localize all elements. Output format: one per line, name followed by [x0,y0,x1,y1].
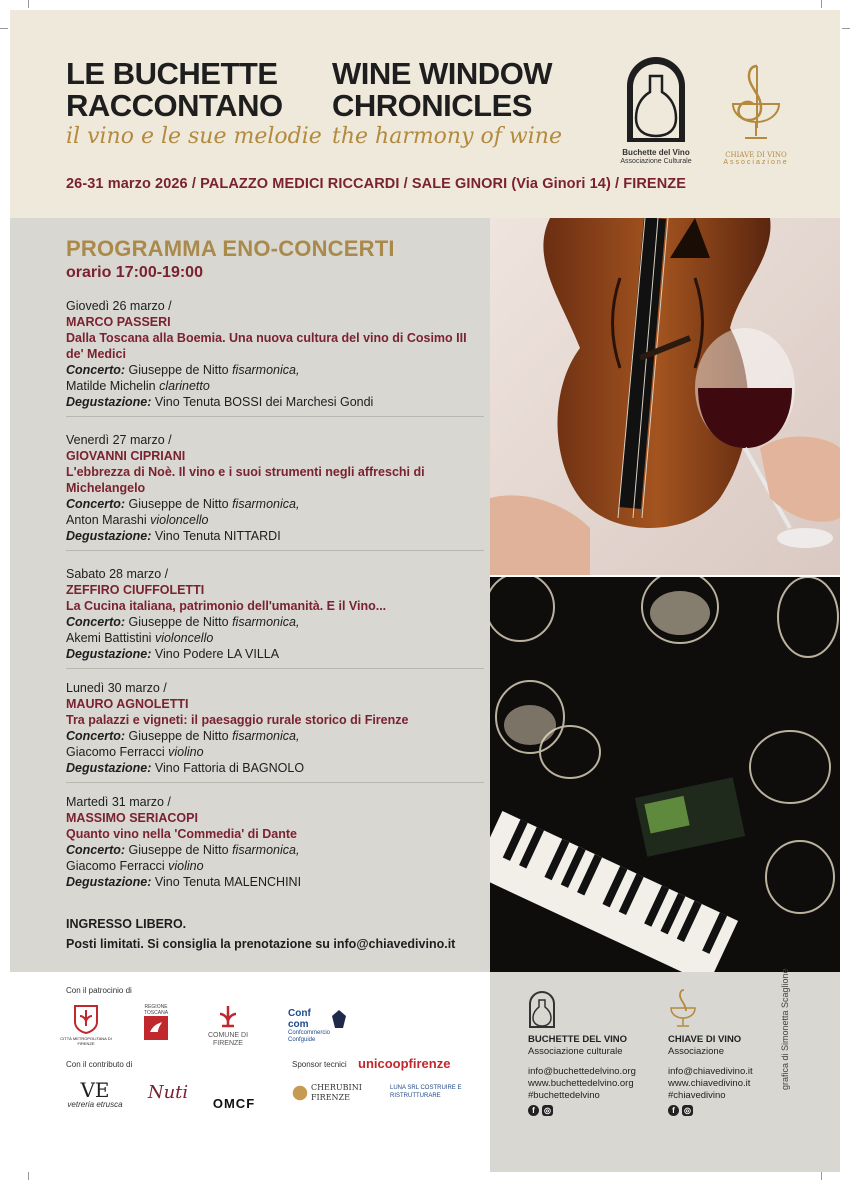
contribution-label: Con il contributo di [66,1060,133,1069]
event-tasting: Degustazione: Vino Tenuta MALENCHINI [66,875,302,889]
facebook-icon[interactable]: f [528,1105,539,1116]
title-english [332,58,562,149]
event-concert: Concerto: Giuseppe de Nitto fisarmonica, [66,497,300,511]
event-item [66,298,484,417]
entry-info [66,914,455,954]
event-item [66,794,484,890]
event-topic: Dalla Toscana alla Boemia. Una nuova cultura del vino di Cosimo III de' Medici [66,331,467,361]
cv-website[interactable]: www.chiavedivino.it [668,1078,751,1089]
treble-clef-glass-icon [723,60,789,146]
crop-mark [28,0,29,8]
event-tasting: Degustazione: Vino Podere LA VILLA [66,647,280,661]
patron-confcommercio: Conf com Confcommercio Confguide [288,1008,331,1043]
event-speaker: MARCO PASSERI [66,315,171,329]
eagle-emblem-icon [328,1008,350,1030]
crop-mark [842,28,850,29]
wine-window-icon [623,56,689,144]
sponsor-omcf: OMCF [212,1096,256,1111]
bv-hashtag: #buchettedelvino [528,1090,600,1101]
poster-header [10,10,840,218]
subtitle-en: the harmony of wine [332,124,562,149]
event-day: Giovedì 26 marzo / [66,299,172,313]
event-topic: Quanto vino nella 'Commedia' di Dante [66,827,297,841]
event-musician: Giacomo Ferracci violino [66,859,204,873]
booking-note: Posti limitati. Si consiglia la prenotazione su info@chiavedivino.it [66,937,456,951]
divider [66,550,484,551]
cv-org-name: CHIAVE DI VINO [668,1034,742,1045]
event-day: Sabato 28 marzo / [66,567,169,581]
program-hours: orario 17:00-19:00 [66,264,203,281]
event-day: Venerdì 27 marzo / [66,433,172,447]
bv-website[interactable]: www.buchettedelvino.org [528,1078,634,1089]
sponsor-nuti: Nuti [147,1082,189,1103]
bv-org-name: BUCHETTE DEL VINO [528,1034,628,1045]
title-italian [66,58,322,149]
event-item [66,432,484,551]
title-en-line2: CHRONICLES [332,88,532,123]
pegasus-flag-icon [144,1016,168,1040]
bv-email[interactable]: info@buchettedelvino.org [528,1066,636,1077]
buchette-contacts [528,1034,636,1117]
bv-org-type: Associazione culturale [528,1046,623,1057]
technical-sponsors-label: Sponsor tecnici [292,1060,347,1069]
cv-email[interactable]: info@chiavedivino.it [668,1066,753,1077]
divider [66,416,484,417]
divider [66,782,484,783]
patron-metro-florence: CITTÀ METROPOLITANA DI FIRENZE [58,1004,114,1046]
crop-mark [28,1172,29,1180]
event-concert: Concerto: Giuseppe de Nitto fisarmonica, [66,363,300,377]
event-item [66,680,484,783]
crop-mark [0,28,8,29]
event-speaker: MASSIMO SERIACOPI [66,811,198,825]
event-concert: Concerto: Giuseppe de Nitto fisarmonica, [66,615,300,629]
event-day: Martedì 31 marzo / [66,795,171,809]
title-it-line1: LE BUCHETTE [66,56,278,91]
facebook-icon[interactable]: f [668,1105,679,1116]
instagram-icon[interactable]: ◎ [542,1105,553,1116]
title-it-line2: RACCONTANO [66,88,283,123]
sponsor-vetreria-etrusca: VE vetreria etrusca [67,1078,123,1109]
title-en-line1: WINE WINDOW [332,56,553,91]
event-tasting: Degustazione: Vino Tenuta BOSSI dei Marchesi Gondi [66,395,374,409]
program-title: PROGRAMMA ENO-CONCERTI [66,236,395,261]
chiave-contacts [668,1034,753,1117]
chiave-di-vino-small-icon [668,988,698,1028]
patronage-label: Con il patrocinio di [66,986,132,995]
event-musician: Anton Marashi violoncello [66,513,209,527]
buchette-del-vino-logo [616,56,696,166]
logo-cv-type: Associazione [723,159,789,166]
design-credit: grafica di Simonetta Scaglione [780,968,790,1090]
event-speaker: MAURO AGNOLETTI [66,697,189,711]
instagram-icon[interactable]: ◎ [682,1105,693,1116]
patron-regione-toscana: REGIONE TOSCANA [132,1004,180,1042]
logo-bv-name: Buchette del Vino [622,148,690,157]
sponsors-area [10,972,490,1172]
crop-mark [821,0,822,8]
logo-cv-name: CHIAVE DI VINO [725,151,787,159]
entry-free: INGRESSO LIBERO. [66,917,187,931]
cv-hashtag: #chiavedivino [668,1090,726,1101]
sponsor-cherubini: CHERUBINI FIRENZE [292,1082,378,1104]
subtitle-it: il vino e le sue melodie [66,124,322,149]
cherub-medallion-icon [292,1082,308,1104]
program-panel [10,218,490,972]
event-speaker: GIOVANNI CIPRIANI [66,449,186,463]
cv-org-type: Associazione [668,1046,724,1057]
event-topic: Tra palazzi e vigneti: il paesaggio rurale storico di Firenze [66,713,409,727]
event-musician: Giacomo Ferracci violino [66,745,204,759]
event-tasting: Degustazione: Vino Fattoria di BAGNOLO [66,761,305,775]
chiave-di-vino-logo [716,60,796,170]
violin-wine-photo [490,218,840,575]
patron-comune-firenze: COMUNE DI FIRENZE [198,1004,258,1048]
sponsor-luna: LUNA SRL COSTRUIRE E RISTRUTTURARE [390,1085,462,1099]
crop-mark [821,1172,822,1180]
event-topic: La Cucina italiana, patrimonio dell'umanità. E il Vino... [66,599,387,613]
sponsor-unicoop: unicoopfirenze [358,1056,451,1071]
event-topic: L'ebbrezza di Noè. Il vino e i suoi strumenti negli affreschi di Michelangelo [66,465,425,495]
logo-bv-type: Associazione Culturale [620,158,692,165]
buchette-window-small-icon [528,990,556,1028]
piano-glasses-photo [490,577,840,972]
event-concert: Concerto: Giuseppe de Nitto fisarmonica, [66,729,300,743]
event-musician: Matilde Michelin clarinetto [66,379,210,393]
event-speaker: ZEFFIRO CIUFFOLETTI [66,583,205,597]
event-day: Lunedì 30 marzo / [66,681,167,695]
lily-crest-icon [73,1004,99,1034]
dates-venue: 26-31 marzo 2026 / PALAZZO MEDICI RICCARDI / SALE GINORI (Via Ginori 14) / FIRENZE [66,176,686,192]
event-concert: Concerto: Giuseppe de Nitto fisarmonica, [66,843,300,857]
florence-lily-icon [216,1004,240,1030]
divider [66,668,484,669]
event-item [66,566,484,669]
event-tasting: Degustazione: Vino Tenuta NITTARDI [66,529,281,543]
event-musician: Akemi Battistini violoncello [66,631,214,645]
